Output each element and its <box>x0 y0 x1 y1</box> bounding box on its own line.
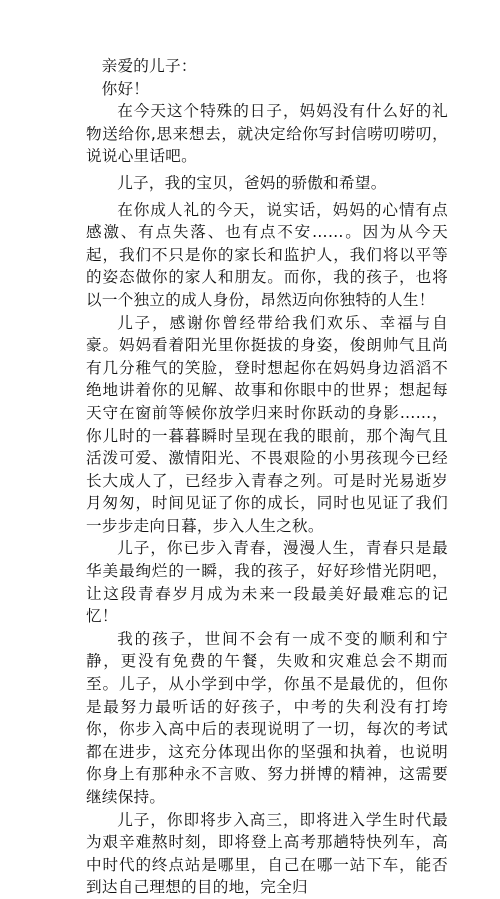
paragraph-gratitude: 儿子，感谢你曾经带给我们欢乐、幸福与自豪。妈妈看着阳光里你挺拔的身姿，俊朗帅气且尚有几分稚气的笑脸，登时想起你在妈妈身边滔滔不绝地讲着你的见解、故事和你眼中的世界；想起每天守在窗前等候你放学归来时你跃动的身影……，你儿时的一暮暮瞬时呈现在我的眼前，那个淘气且活泼可爱、激情阳光、不畏艰险的小男孩现今已经长大成人了，已经步入青春之列。可是时光易逝岁月匆匆，时间见证了你的成长，同时也见证了我们一步步走向日暮，步入人生之秋。 <box>86 313 448 535</box>
paragraph-gift: 在今天这个特殊的日子，妈妈没有什么好的礼物送给你,思来想去，就决定给你写封信唠叨唠叨，说说心里话吧。 <box>86 102 448 166</box>
paragraph-pride: 儿子，我的宝贝，爸妈的骄傲和希望。 <box>117 173 387 192</box>
paragraph-perseverance: 我的孩子，世间不会有一成不变的顺利和宁静，更没有免费的午餐，失败和灾难总会不期而至。儿子，从小学到中学，你虽不是最优的，但你是最努力最听话的好孩子，中考的失利没有打垮你，你步入高中后的表现说明了一切，每次的考试都在进步，这充分体现出你的坚强和执着，也说明你身上有那种永不言败、努力拼博的精神，这需要继续保持。 <box>86 629 448 806</box>
letter-greeting: 你好！ <box>101 79 150 98</box>
letter-body <box>86 55 448 899</box>
letter-salutation: 亲爱的儿子： <box>101 57 197 75</box>
paragraph-youth: 儿子，你已步入青春，漫漫人生，青春只是最华美最绚烂的一瞬，我的孩子，好好珍惜光阴吧，让这段青春岁月成为未来一段最美好最难忘的记忆！ <box>86 539 448 626</box>
paragraph-coming-of-age: 在你成人礼的今天，说实话，妈妈的心情有点感激、有点失落、也有点不安……。因为从今天起，我们不只是你的家长和监护人，我们将以平等的姿态做你的家人和朋友。而你，我的孩子，也将以一个独立的成人身份，昂然迈向你独特的人生！ <box>86 200 448 309</box>
paragraph-senior-year: 儿子，你即将步入高三，即将进入学生时代最为艰辛难熬时刻，即将登上高考那趟特快列车，高中时代的终点站是哪里，自己在哪一站下车，能否到达自己理想的目的地，完全归 <box>86 810 448 897</box>
